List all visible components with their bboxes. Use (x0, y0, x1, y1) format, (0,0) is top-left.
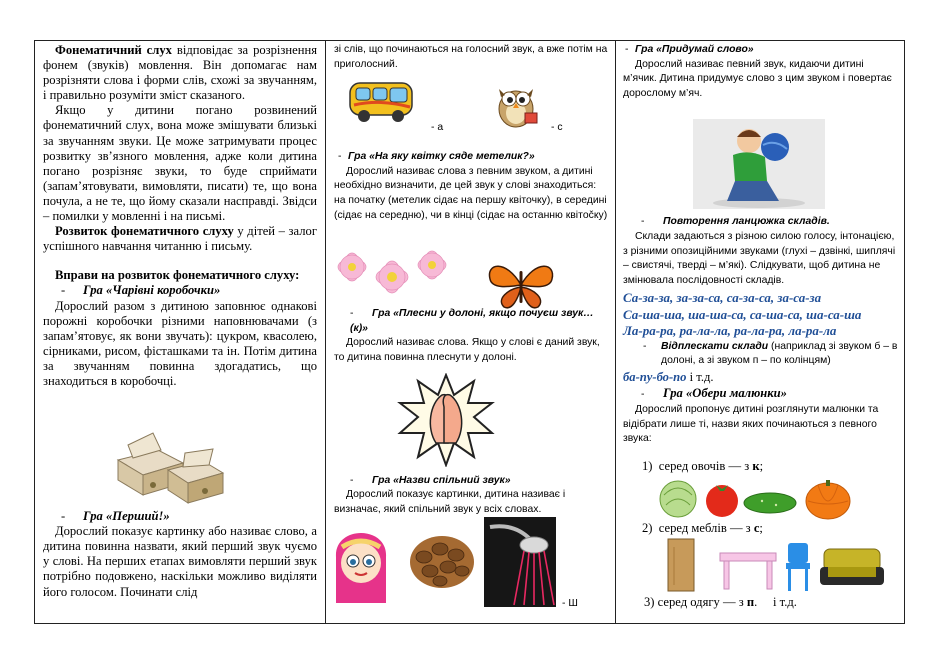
list-dash: - (350, 474, 354, 486)
exercises-heading: Вправи на розвиток фонематичного слуху: (55, 268, 300, 283)
game4-title: Гра «Плесни у долоні, якщо почуєш звук… (к)» (350, 308, 594, 334)
list-dash: - (61, 283, 66, 298)
label-sh: - Ш (562, 598, 578, 609)
clap-syllables-text: (наприклад зі звуком б – в долоні, а зі звуком п – по колінцям) (661, 340, 898, 367)
game8-title: Гра «Обери малюнки» (663, 386, 787, 401)
game6-title: Гра «Придумай слово» (635, 44, 754, 55)
list-dash: - (641, 389, 645, 401)
masha-image (330, 517, 392, 607)
butterfly-image (486, 259, 556, 311)
game8-text: Дорослий пропонує дитині розглянути малюнки та відібрати лише ті, назви яких починаються з певного звука: (623, 403, 879, 445)
label-bus-a: - а (431, 122, 444, 133)
game3-text: Дорослий називає слова з певним звуком, а дитині необхідно визначити, де цей звук у слові знаходиться: на початку (метелик сідає на першу квіточку), в середині (сідає на середню), чи в кінці (сідає на останню квітočку) (334, 165, 608, 221)
category-end: . і т.д. (754, 595, 797, 609)
paragraph-phonemic-hearing (43, 43, 317, 103)
boxes-image (113, 425, 228, 505)
game7-title: Повторення ланцюжка складів. (663, 216, 830, 228)
clapping-hands-image (396, 373, 496, 467)
category-text: 3) серед одягу — з (644, 595, 747, 609)
label-owl-s: - с (551, 122, 563, 133)
game4-text: Дорослий називає слова. Якщо у слові є даний звук, то дитина повинна плеснути у долоні. (334, 337, 600, 363)
paragraph-poor-hearing: Якщо у дитини погано розвинений фонематичний слух, вона може змішувати близькі за звучанням звуки. Це може затримувати процес розвитку зв’язного мовлення, адже коли дитина погано розрізняє звуки, то буде сприймати (запам’ятовувати, вимовляти, писати) те, що вона почула, а не те, що йому сказали насправді. Звідси – помилки у мовленні і на письмі. (43, 103, 317, 224)
vegetables-image (658, 477, 854, 521)
syllables-line-1: Са-за-за, за-за-са, са-за-са, за-са-за (623, 290, 822, 306)
game5-text: Дорослий показує картинки, дитина називає і визначає, який спільний звук у всіх словах. (334, 489, 566, 515)
paragraph-text: у дітей – залог успішного навчання читанню і письму. (43, 224, 317, 254)
game7-title-line (623, 215, 898, 230)
clap-syllables-title: Відплескати склади (661, 340, 769, 352)
category-letter: к (752, 459, 760, 473)
category-number: 1) (642, 459, 653, 473)
term-phonemic-hearing: Фонематичний слух (55, 43, 172, 57)
list-dash: - (61, 509, 66, 524)
boy-with-ball-image (693, 119, 825, 209)
category-end: ; (759, 459, 764, 473)
term-development: Розвиток фонематичного слуху (55, 224, 234, 239)
game1-title-line (43, 283, 317, 298)
game3-title-line (334, 150, 609, 165)
game2-title-line (43, 509, 317, 524)
column-1 (35, 41, 326, 623)
category-end: ; (759, 521, 763, 535)
syllables-line-2: Са-ша-ша, ша-ша-са, са-ша-са, ша-са-ша (623, 306, 862, 322)
category-furniture (642, 521, 763, 536)
flowers-image (332, 241, 450, 305)
game5-title-line (334, 474, 609, 489)
owl-image (491, 79, 541, 129)
category-number: 2) (642, 521, 653, 535)
game5-title: Гра «Назви спільний звук» (372, 474, 511, 486)
game1-text: Дорослий разом з дитиною заповнює однакові порожні коробочки різними наповнювачами (з запам’ятовує, як вони звучать): цукром, квасолею, сірниками, рисом, фісташками та ін. Потім дитина за звучанням повинна здогадатись, що знаходиться в коробочці. (43, 298, 317, 388)
game4-title-line (334, 307, 609, 336)
bapubopo-line (623, 369, 898, 387)
list-dash: - (350, 308, 354, 320)
bapubopo-syllables: ба-пу-бо-по (623, 369, 687, 384)
game7-text: Склади задаються з різною силою голосу, інтонацією, з різними опозиційними звуками (глухі – дзвінкі, шиплячі – свистячі, тверді – м’які). Слідкувати, щоб дитина не змінювала послідовності складів. (623, 230, 896, 286)
category-letter: с (753, 521, 760, 535)
bus-image (346, 77, 418, 125)
game6-text: Дорослий називає певний звук, кидаючи дитині м’ячик. Дитина придумує слово з цим звуком і повертає дорослому м’яч. (623, 58, 892, 99)
paragraph-development (43, 224, 317, 254)
spacer (43, 254, 317, 268)
list-dash: - (641, 216, 645, 228)
column-3 (616, 41, 904, 623)
vowel-intro-text: зі слів, що починаються на голосний звук, а вже потім на приголосний. (334, 44, 608, 70)
game2-title: Гра «Перший!» (83, 509, 170, 524)
category-text: серед овочів — з (658, 459, 753, 473)
list-dash: - (643, 340, 647, 352)
category-text: серед меблів — з (658, 521, 754, 535)
game8-title-line (623, 386, 898, 403)
pine-cone-image (406, 531, 478, 593)
bapubopo-rest: і т.д. (686, 369, 714, 384)
syllables-line-3: Ла-ра-ра, ра-ла-ла, ра-ла-ра, ла-ра-ла (623, 323, 837, 339)
shower-image (484, 517, 556, 607)
paragraph-text: відповідає за розрізнення фонем (звуків) мовлення. Він допомагає нам розрізняти слова і форми слів, схожі за звучанням, і правильно розуміти зміст сказаного. (43, 43, 318, 103)
game1-title: Гра «Чарівні коробочки» (83, 283, 221, 298)
category-clothes (644, 595, 797, 610)
column-2 (326, 41, 616, 623)
list-dash: - (625, 44, 629, 55)
clap-syllables-item (641, 340, 898, 369)
game2-text: Дорослий показує картинку або називає слово, а дитина повинна назвати, який перший звук чуємо у слові. На перших етапах вимовляти перший звук потрібно подовжено, наскільки можливо виділяти його голосом. Починати слід (43, 524, 317, 599)
game6-title-line (623, 43, 898, 58)
category-letter: п (746, 595, 755, 609)
game3-title: Гра «На яку квітку сяде метелик?» (348, 151, 535, 163)
list-dash: - (338, 151, 342, 163)
category-vegetables (642, 459, 763, 474)
leaflet-page (34, 40, 905, 624)
furniture-image (664, 537, 884, 593)
